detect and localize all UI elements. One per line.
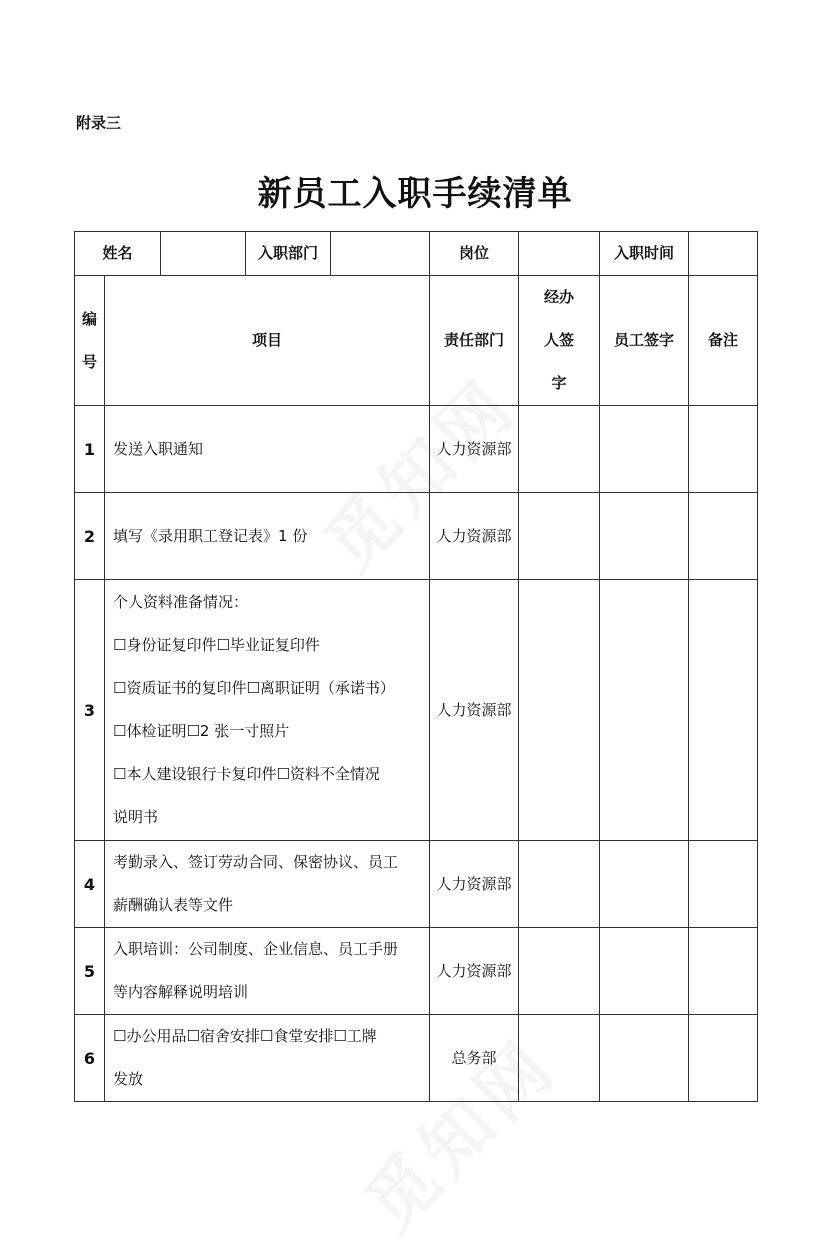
item-line: 说明书 — [113, 808, 159, 826]
item-line: 考勤录入、签订劳动合同、保密协议、员工 — [113, 853, 399, 871]
row-number: 3 — [75, 580, 105, 841]
employee-signature-cell[interactable] — [600, 1015, 689, 1102]
date-label: 入职时间 — [600, 232, 689, 276]
item-line: 入职培训：公司制度、企业信息、员工手册 — [113, 940, 399, 958]
row-number: 4 — [75, 841, 105, 928]
row-dept: 人力资源部 — [430, 580, 519, 841]
handler-signature-cell[interactable] — [519, 1015, 600, 1102]
table-row — [75, 928, 758, 1015]
row-dept: 人力资源部 — [430, 841, 519, 928]
responsible-dept-header: 责任部门 — [430, 276, 519, 406]
item-line: 等内容解释说明培训 — [113, 983, 249, 1001]
item-line: 填写《录用职工登记表》1 份 — [113, 526, 308, 545]
remarks-cell[interactable] — [689, 580, 758, 841]
table-row — [75, 406, 758, 493]
dept-value-cell[interactable] — [331, 232, 430, 276]
item-line: ☐本人建设银行卡复印件☐资料不全情况 — [113, 765, 380, 783]
remarks-header: 备注 — [689, 276, 758, 406]
row-dept: 总务部 — [430, 1015, 519, 1102]
employee-signature-cell[interactable] — [600, 928, 689, 1015]
row-dept: 人力资源部 — [430, 406, 519, 493]
row-number: 1 — [75, 406, 105, 493]
row-dept: 人力资源部 — [430, 493, 519, 580]
name-label: 姓名 — [75, 232, 161, 276]
item-line: 发送入职通知 — [113, 439, 204, 458]
appendix-label: 附录三 — [76, 114, 122, 132]
item-line: ☐资质证书的复印件☐离职证明（承诺书） — [113, 679, 395, 697]
row-item — [105, 1015, 430, 1102]
item-line: ☐体检证明☐2 张一寸照片 — [113, 722, 290, 740]
item-line: 个人资料准备情况： — [113, 593, 249, 611]
handler-signature-header: 经办人签字 — [519, 276, 600, 406]
employee-signature-cell[interactable] — [600, 841, 689, 928]
position-label: 岗位 — [430, 232, 519, 276]
row-item — [105, 580, 430, 841]
row-item — [105, 841, 430, 928]
remarks-cell[interactable] — [689, 928, 758, 1015]
info-row — [75, 232, 758, 276]
row-item — [105, 406, 430, 493]
table-row — [75, 1015, 758, 1102]
table-row — [75, 580, 758, 841]
employee-signature-cell[interactable] — [600, 406, 689, 493]
handler-signature-cell[interactable] — [519, 841, 600, 928]
employee-signature-cell[interactable] — [600, 580, 689, 841]
remarks-cell[interactable] — [689, 841, 758, 928]
handler-signature-cell[interactable] — [519, 928, 600, 1015]
remarks-cell[interactable] — [689, 406, 758, 493]
table-row — [75, 841, 758, 928]
page-title: 新员工入职手续清单 — [257, 174, 573, 214]
number-header: 编号 — [75, 276, 105, 406]
remarks-cell[interactable] — [689, 493, 758, 580]
employee-signature-cell[interactable] — [600, 493, 689, 580]
handler-signature-cell[interactable] — [519, 493, 600, 580]
row-number: 6 — [75, 1015, 105, 1102]
row-item — [105, 928, 430, 1015]
row-dept: 人力资源部 — [430, 928, 519, 1015]
name-value-cell[interactable] — [161, 232, 246, 276]
handler-signature-cell[interactable] — [519, 406, 600, 493]
date-value-cell[interactable] — [689, 232, 758, 276]
handler-signature-cell[interactable] — [519, 580, 600, 841]
row-number: 5 — [75, 928, 105, 1015]
table-row — [75, 493, 758, 580]
remarks-cell[interactable] — [689, 1015, 758, 1102]
item-header: 项目 — [105, 276, 430, 406]
item-line: 发放 — [113, 1070, 144, 1088]
item-line: 薪酬确认表等文件 — [113, 896, 234, 914]
row-item — [105, 493, 430, 580]
row-number: 2 — [75, 493, 105, 580]
position-value-cell[interactable] — [519, 232, 600, 276]
onboarding-checklist-table — [74, 231, 758, 1102]
column-header-row — [75, 276, 758, 406]
employee-signature-header: 员工签字 — [600, 276, 689, 406]
item-line: ☐身份证复印件☐毕业证复印件 — [113, 636, 320, 654]
dept-label: 入职部门 — [246, 232, 331, 276]
item-line: ☐办公用品☐宿舍安排☐食堂安排☐工牌 — [113, 1027, 377, 1045]
